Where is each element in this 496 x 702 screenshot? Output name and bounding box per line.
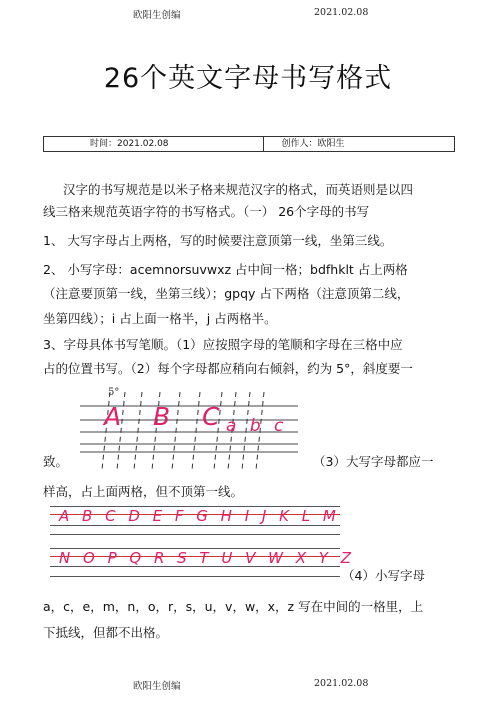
para-1-line-1: 汉字的书写规范是以米子格来规范汉字的格式，而英语则是以四 bbox=[63, 182, 414, 197]
header-author: 欧阳生创编 bbox=[133, 10, 181, 21]
page-title: 26个英文字母书写格式 bbox=[103, 63, 393, 94]
grid-line bbox=[50, 534, 340, 535]
angle-label: 5° bbox=[108, 387, 120, 398]
item-3-next: （3）大写字母都应一 bbox=[313, 454, 434, 469]
item-4-line-2: a，c，e，m，n，o，r，s，u，v，w，x，z 写在中间的一格里，上 bbox=[43, 599, 424, 614]
item-2-line-1: 2、 小写字母：acemnorsuvwxz 占中间一格；bdfhklt 占上两格 bbox=[43, 262, 408, 277]
info-box bbox=[43, 136, 455, 152]
item-4-start: （4）小写字母 bbox=[342, 568, 425, 583]
item-3-line-2: 占的位置书写。（2）每个字母都应稍向右倾斜，约为 5°，斜度要一 bbox=[43, 361, 413, 376]
item-2-line-2: （注意要顶第一线，坐第三线）；gpqy 占下两格（注意顶第二线， bbox=[43, 286, 410, 301]
footer-author: 欧阳生创编 bbox=[133, 681, 181, 692]
footer-date: 2021.02.08 bbox=[314, 678, 369, 689]
lowercase-letters: a b c bbox=[226, 416, 288, 436]
grid-line bbox=[50, 525, 340, 526]
item-3-line-4: 样高，占上面两格，但不顶第一线。 bbox=[43, 484, 244, 499]
info-creator: 创作人：欧阳生 bbox=[263, 137, 455, 151]
alphabet-grid-2 bbox=[50, 546, 355, 582]
item-4-line-3: 下抵线，但都不出格。 bbox=[43, 625, 169, 640]
header-date: 2021.02.08 bbox=[314, 7, 369, 18]
item-1: 1、 大写字母占上两格，写的时候要注意顶第一线，坐第三线。 bbox=[43, 233, 393, 248]
item-3-line-1: 3、字母具体书写笔顺。（1）应按照字母的笔顺和字母在三格中应 bbox=[43, 337, 403, 352]
item-3-end: 致。 bbox=[43, 454, 69, 469]
grid-line bbox=[50, 576, 340, 577]
capital-letters: A B C bbox=[104, 402, 232, 431]
alphabet-grid-1 bbox=[50, 502, 340, 542]
alphabet-row-2: N O P Q R S T U V W X Y Z bbox=[59, 549, 355, 567]
info-time: 时间：2021.02.08 bbox=[90, 139, 169, 149]
para-1-line-2: 线三格来规范英语字符的书写格式。（一） 26个字母的书写 bbox=[43, 204, 370, 219]
alphabet-row-1: A B C D E F G H I J K L M bbox=[59, 507, 340, 525]
item-2-line-3: 坐第四线）；i 占上面一格半，j 占两格半。 bbox=[43, 311, 277, 326]
